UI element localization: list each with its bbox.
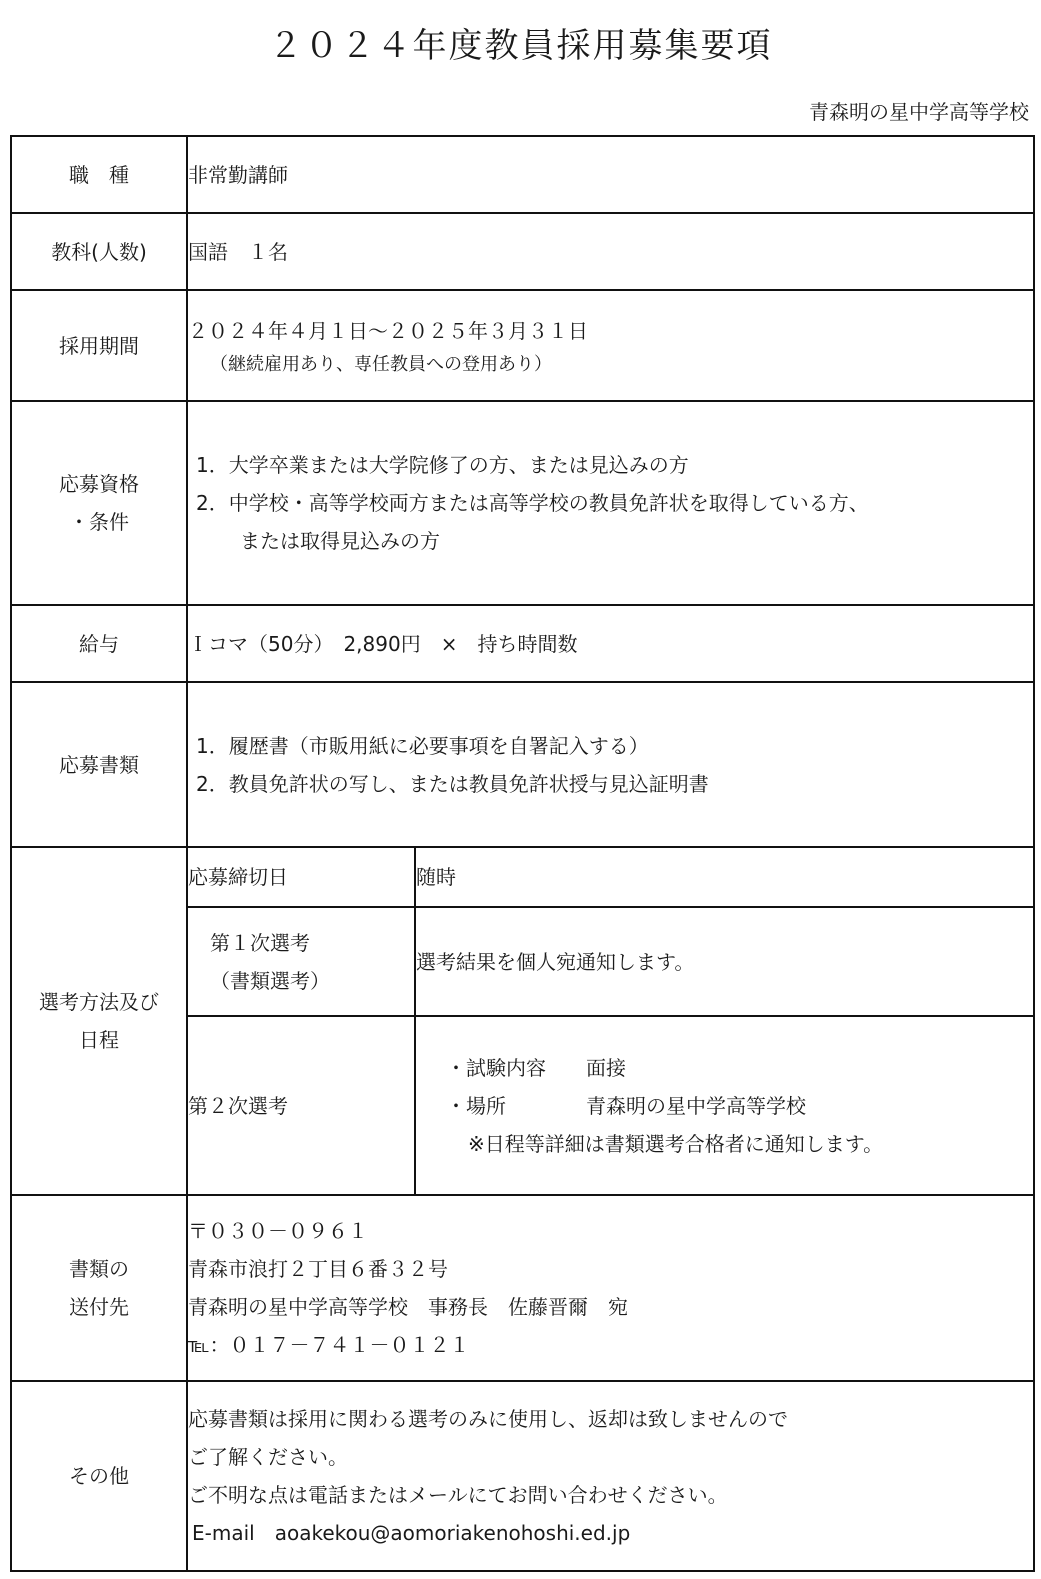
job-type-label: 職 種 — [11, 136, 187, 213]
other-cell — [187, 1381, 1034, 1571]
row-documents — [11, 682, 1034, 847]
first-selection-label-line2: （書類選考） — [210, 968, 330, 993]
salary-label: 給与 — [11, 605, 187, 682]
postal-code: 〒０３０－０９６１ — [188, 1219, 368, 1243]
deadline-value: 随時 — [415, 847, 1034, 907]
page-title: ２０２４年度教員採用募集要項 — [268, 26, 773, 66]
selection-label — [11, 847, 187, 1195]
row-period — [11, 290, 1034, 401]
salary-value: Ｉコマ（50分） 2,890円 × 持ち時間数 — [187, 605, 1034, 682]
deadline-label: 応募締切日 — [187, 847, 415, 907]
first-selection-value: 選考結果を個人宛通知します。 — [415, 907, 1034, 1016]
school-name: 青森明の星中学高等学校 — [809, 100, 1029, 124]
documents-item-1: 1．履歴書（市販用紙に必要事項を自署記入する） — [196, 733, 649, 758]
qualification-item-2: 2．中学校・高等学校両方または高等学校の教員免許状を取得している方、 — [196, 491, 869, 515]
qualification-item-2-cont: または取得見込みの方 — [240, 529, 440, 553]
row-subject — [11, 213, 1034, 290]
second-selection-label: 第２次選考 — [187, 1016, 415, 1195]
period-note: （継続雇用あり、専任教員への登用あり） — [210, 353, 552, 375]
qualification-label-line2: ・条件 — [69, 510, 129, 534]
row-send-to — [11, 1195, 1034, 1381]
row-deadline — [11, 847, 1034, 907]
period-cell — [187, 290, 1034, 401]
second-selection-note: ※日程等詳細は書類選考合格者に通知します。 — [468, 1131, 884, 1156]
first-selection-label-line1: 第１次選考 — [210, 930, 310, 955]
qualification-label-line1: 応募資格 — [59, 472, 139, 496]
period-label: 採用期間 — [11, 290, 187, 401]
second-selection-cell — [415, 1016, 1034, 1195]
job-type-value: 非常勤講師 — [187, 136, 1034, 213]
recruitment-table — [10, 135, 1035, 1572]
other-line-1: 応募書類は採用に関わる選考のみに使用し、返却は致しませんので — [188, 1407, 788, 1431]
documents-cell — [187, 682, 1034, 847]
documents-label: 応募書類 — [11, 682, 187, 847]
row-qualification — [11, 401, 1034, 605]
row-other — [11, 1381, 1034, 1571]
selection-label-line2: 日程 — [79, 1028, 119, 1052]
send-to-label-line1: 書類の — [69, 1257, 129, 1281]
selection-label-line1: 選考方法及び — [39, 990, 159, 1014]
other-label: その他 — [11, 1381, 187, 1571]
phone-number: ℡：０１７－７４１－０１２１ — [188, 1333, 470, 1357]
qualification-cell — [187, 401, 1034, 605]
address: 青森市浪打２丁目６番３２号 — [188, 1257, 448, 1281]
row-job-type — [11, 136, 1034, 213]
other-line-2: ご了解ください。 — [188, 1445, 348, 1469]
first-selection-label — [187, 907, 415, 1016]
send-to-cell — [187, 1195, 1034, 1381]
send-to-label-line2: 送付先 — [69, 1295, 129, 1319]
recipient: 青森明の星中学高等学校 事務長 佐藤晋爾 宛 — [188, 1295, 628, 1319]
subject-value: 国語 １名 — [187, 213, 1034, 290]
second-selection-exam: ・試験内容 面接 — [446, 1055, 626, 1080]
send-to-label — [11, 1195, 187, 1381]
second-selection-place: ・場所 青森明の星中学高等学校 — [446, 1093, 806, 1118]
qualification-label — [11, 401, 187, 605]
documents-item-2: 2．教員免許状の写し、または教員免許状授与見込証明書 — [196, 771, 709, 796]
row-salary — [11, 605, 1034, 682]
period-value: ２０２４年４月１日～２０２５年３月３１日 — [188, 318, 588, 343]
email-address[interactable]: E-mail aoakekou@aomoriakenohoshi.ed.jp — [192, 1521, 631, 1545]
subject-label: 教科(人数) — [11, 213, 187, 290]
other-line-3: ご不明な点は電話またはメールにてお問い合わせください。 — [188, 1483, 728, 1507]
qualification-item-1: 1．大学卒業または大学院修了の方、または見込みの方 — [196, 453, 689, 477]
